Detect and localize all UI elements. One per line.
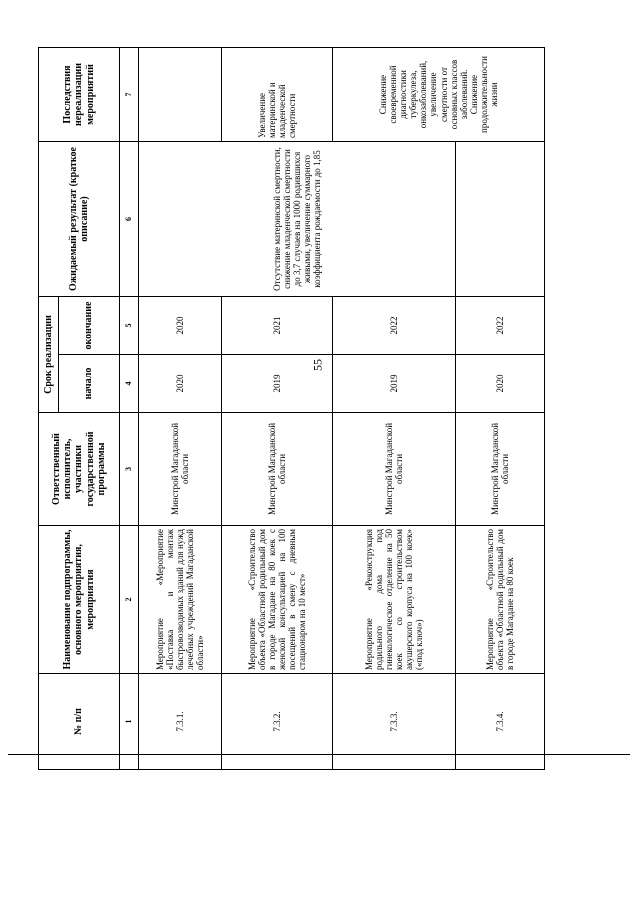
executor: Минстрой Магаданской области [333,413,456,526]
end-year: 2022 [456,297,545,355]
column-number: 5 [120,297,139,355]
rotated-table-container [38,48,620,770]
header-end: окончание [59,297,120,355]
start-year: 2019 [333,355,456,413]
activity-name: Мероприятие «Реконструкция родильного дома под гинекологическое отделение на 50 коек со строительством акушерского корпуса на 100 коек» («под ключ») [333,526,456,674]
page-divider-line [8,754,630,755]
start-year: 2019 [222,355,333,413]
expected-result-empty [456,142,545,297]
column-number: 3 [120,413,139,526]
end-year: 2022 [333,297,456,355]
end-year: 2021 [222,297,333,355]
executor: Минстрой Магаданской области [456,413,545,526]
column-number: 1 [120,674,139,770]
program-activities-table [38,47,545,770]
start-year: 2020 [456,355,545,413]
activity-name: Мероприятие «Строительство объекта «Областной родильный дом в городе Магадане на 80 коек [456,526,545,674]
expected-result: Отсутствие материнской смертности, снижение младенческой смертности до 3,7 случаев на 1000 родившихся живыми, увеличение суммарного коэффициента рождаемости до 1,85 [139,142,456,297]
header-executor: Ответственный исполнитель, участники государственной программы [39,413,120,526]
row-number: 7.3.3. [333,674,456,770]
activity-name: Мероприятие «Строительство объекта «Областной родильный дом в городе Магадане на 80 коек с женской консультацией на 100 посещений в смену с дневным стационаром на 10 мест» [222,526,333,674]
consequences: Снижение своевременной диагностики туберкулеза, онкозаболеваний, увеличение смертности от основных классов заболеваний. Снижение продолжительности жизни [333,48,545,142]
row-number: 7.3.4. [456,674,545,770]
activity-name: Мероприятие «Мероприятие «Поставка и монтаж быстровозводимых зданий для нужд лечебных учреждений Магаданской области» [139,526,222,674]
row-number: 7.3.1. [139,674,222,770]
header-name: Наименование подпрограммы, основного мероприятия, мероприятия [39,526,120,674]
header-num: № п/п [39,674,120,770]
table-row [139,48,222,770]
start-year: 2020 [139,355,222,413]
header-row [39,48,59,770]
table-row [456,48,545,770]
header-result: Ожидаемый результат (краткое описание) [39,142,120,297]
header-period: Срок реализации [39,297,59,413]
column-number: 7 [120,48,139,142]
executor: Минстрой Магаданской области [139,413,222,526]
header-consequences: Последствия нереализации мероприятий [39,48,120,142]
row-number: 7.3.2. [222,674,333,770]
column-number: 2 [120,526,139,674]
consequences: Увеличение материнской и младенческой смертности [222,48,333,142]
column-number: 6 [120,142,139,297]
column-number: 4 [120,355,139,413]
column-number-row [120,48,139,770]
page-number: 55 [310,359,325,371]
end-year: 2020 [139,297,222,355]
header-start: начало [59,355,120,413]
executor: Минстрой Магаданской области [222,413,333,526]
consequences [139,48,222,142]
